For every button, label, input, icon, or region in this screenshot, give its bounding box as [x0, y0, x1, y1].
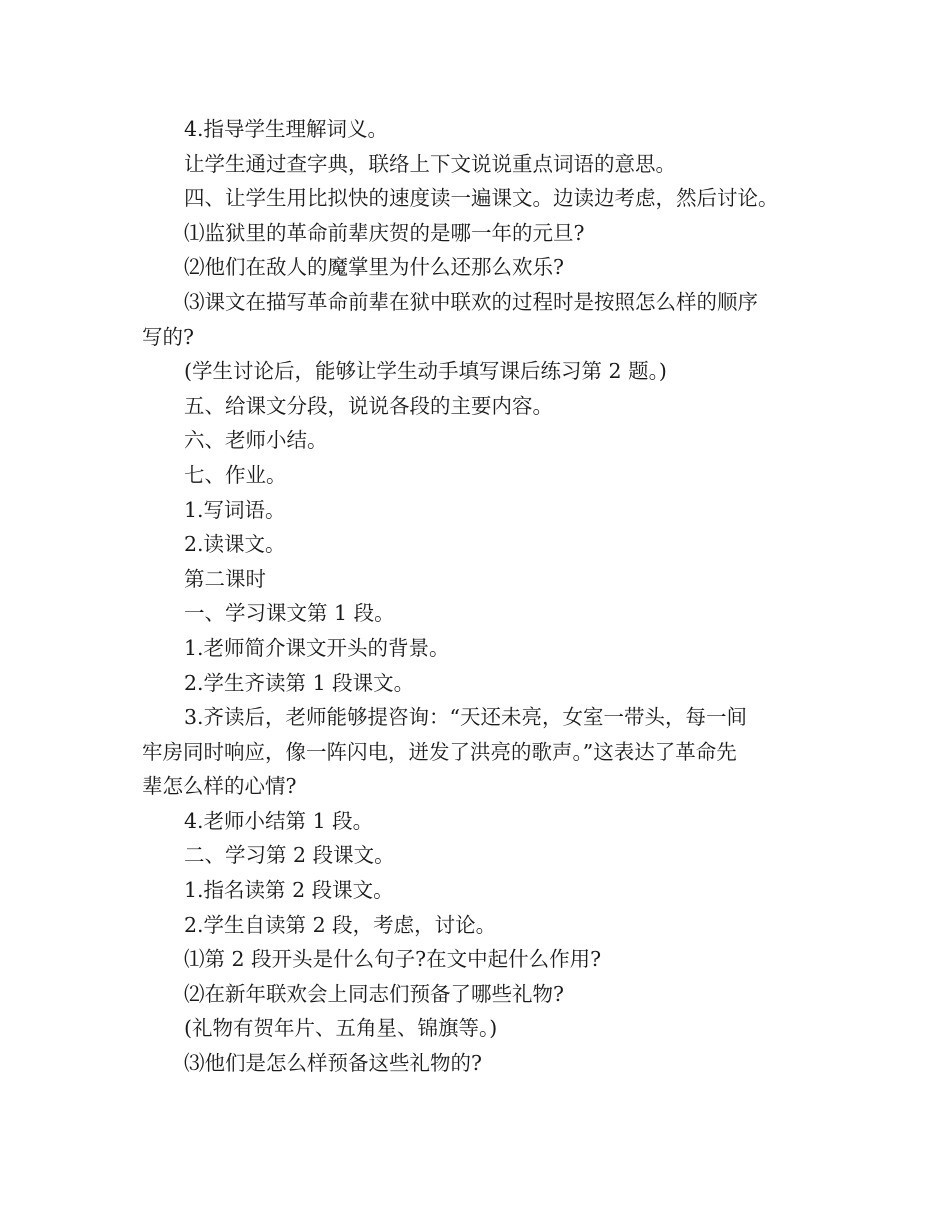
text-line: 1.写词语。 [184, 497, 286, 522]
text-line: ⑵在新年联欢会上同志们预备了哪些礼物? [184, 981, 564, 1006]
section-heading: 第二课时 [184, 566, 266, 591]
text-line: ⑴监狱里的革命前辈庆贺的是哪一年的元旦? [184, 220, 585, 245]
text-line: 四、让学生用比拟快的速度读一遍课文。边读边考虑，然后讨论。 [184, 186, 779, 211]
text-line: 2.学生自读第 2 段，考虑，讨论。 [184, 912, 497, 937]
text-line: ⑶他们是怎么样预备这些礼物的? [184, 1051, 482, 1076]
text-line: 4.老师小结第 1 段。 [184, 808, 374, 833]
text-line: (礼物有贺年片、五角星、锦旗等。) [184, 1016, 498, 1041]
text-line: 七、作业。 [184, 462, 287, 487]
text-line: 一、学习课文第 1 段。 [184, 601, 395, 626]
text-line: 4.指导学生理解词义。 [184, 117, 389, 141]
document-body [142, 112, 814, 1081]
text-line: 2.学生齐读第 1 段课文。 [184, 670, 415, 695]
text-line: 辈怎么样的心情? [142, 774, 297, 799]
text-line: 1.老师简介课文开头的背景。 [184, 635, 450, 660]
text-line: 二、学习第 2 段课文。 [184, 843, 395, 868]
text-line: ⑴第 2 段开头是什么句子?在文中起什么作用? [184, 947, 602, 972]
text-line: 让学生通过查字典，联络上下文说说重点词语的意思。 [184, 151, 676, 176]
text-line: ⑶课文在描写革命前辈在狱中联欢的过程时是按照怎么样的顺序 [184, 289, 758, 314]
text-line: ⑵他们在敌人的魔掌里为什么还那么欢乐? [184, 255, 564, 280]
text-line: 3.齐读后，老师能够提咨询：“天还未亮，女室一带头，每一间 [184, 705, 748, 730]
text-line: (学生讨论后，能够让学生动手填写课后练习第 2 题。) [184, 359, 667, 384]
text-line: 六、老师小结。 [184, 428, 328, 453]
text-line: 写的? [142, 324, 194, 349]
text-line: 2.读课文。 [184, 532, 286, 557]
text-line: 1.指名读第 2 段课文。 [184, 878, 394, 903]
text-line: 牢房同时响应，像一阵闪电，迸发了洪亮的歌声。”这表达了革命先 [142, 739, 737, 764]
text-line: 五、给课文分段，说说各段的主要内容。 [184, 393, 553, 418]
